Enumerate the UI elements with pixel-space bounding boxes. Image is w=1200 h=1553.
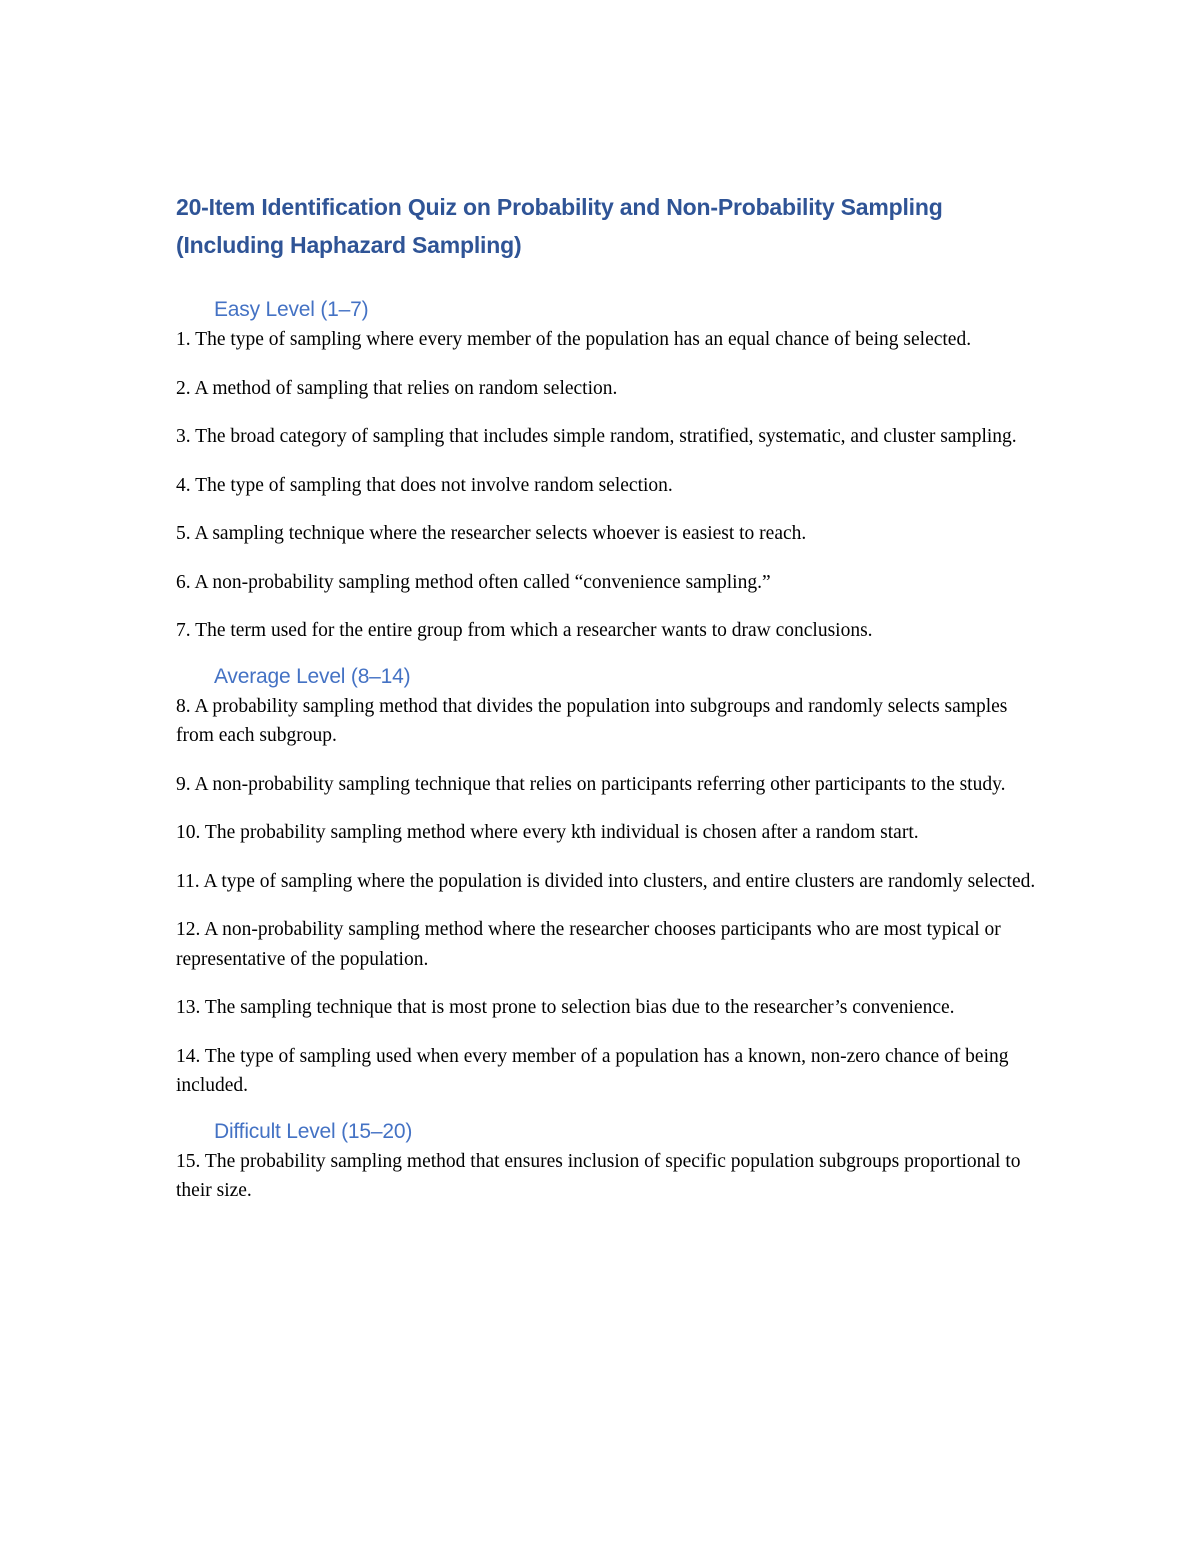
question-number: 13.: [176, 997, 201, 1018]
question-number: 7.: [176, 620, 191, 641]
question-item: [176, 770, 1036, 800]
question-text: The type of sampling used when every member of a population has a known, non-zero chance of being included.: [176, 1045, 1009, 1096]
question-item: [176, 915, 1036, 974]
question-number: 1.: [176, 329, 191, 350]
document-title: [176, 188, 1036, 264]
question-number: 8.: [176, 695, 191, 717]
question-text: The type of sampling where every member of the population has an equal chance of being selected.: [195, 329, 972, 350]
question-number: 6.: [176, 571, 191, 593]
question-text: A non-probability sampling method often called “convenience sampling.”: [194, 571, 771, 593]
document-content: [176, 188, 1036, 1206]
difficult-question-list: [176, 1147, 1036, 1206]
question-number: 2.: [176, 377, 191, 399]
question-number: 5.: [176, 523, 191, 544]
question-item: [176, 993, 1036, 1023]
question-text: The probability sampling method that ensures inclusion of specific population subgroups proportional to their size.: [176, 1150, 1021, 1201]
question-item: [176, 374, 1036, 404]
question-item: [176, 867, 1036, 897]
question-text: The term used for the entire group from which a researcher wants to draw conclusions.: [195, 620, 873, 641]
question-item: [176, 519, 1036, 549]
title-line-1: 20-Item Identification Quiz on Probability and Non-Probability Sampling: [176, 194, 943, 220]
question-item: [176, 1147, 1036, 1206]
question-text: A non-probability sampling method where the researcher chooses participants who are most typical or representative of the population.: [176, 919, 1001, 970]
question-text: A type of sampling where the population is divided into clusters, and entire clusters are randomly selected.: [203, 870, 1036, 892]
question-item: [176, 325, 1036, 355]
question-item: [176, 1042, 1036, 1101]
average-question-list: [176, 692, 1036, 1101]
question-number: 11.: [176, 870, 200, 892]
question-item: [176, 818, 1036, 848]
question-text: A non-probability sampling technique that relies on participants referring other participants to the study.: [194, 773, 1006, 795]
question-item: [176, 422, 1036, 452]
question-text: The sampling technique that is most prone to selection bias due to the researcher’s convenience.: [204, 997, 955, 1018]
question-item: [176, 616, 1036, 646]
question-item: [176, 568, 1036, 598]
easy-level-heading: Easy Level (1–7): [214, 298, 369, 321]
question-item: [176, 471, 1036, 501]
question-number: 15.: [176, 1150, 201, 1172]
question-item: [176, 692, 1036, 751]
question-number: 3.: [176, 426, 191, 447]
question-number: 10.: [176, 822, 201, 843]
question-number: 12.: [176, 919, 201, 940]
title-line-2: (Including Haphazard Sampling): [176, 232, 522, 258]
difficult-level-heading: Difficult Level (15–20): [214, 1119, 413, 1143]
question-number: 9.: [176, 773, 191, 795]
question-number: 14.: [176, 1045, 201, 1067]
question-text: The type of sampling that does not involve random selection.: [195, 474, 673, 496]
question-number: 4.: [176, 474, 191, 496]
question-text: The broad category of sampling that includes simple random, stratified, systematic, and cluster sampling.: [195, 426, 1017, 447]
question-text: A probability sampling method that divides the population into subgroups and randomly selects samples from each subgroup.: [176, 695, 1008, 746]
question-text: A method of sampling that relies on random selection.: [194, 377, 618, 399]
question-text: The probability sampling method where every kth individual is chosen after a random start.: [204, 822, 919, 843]
question-text: A sampling technique where the researcher selects whoever is easiest to reach.: [194, 523, 807, 544]
average-level-heading: Average Level (8–14): [214, 664, 411, 688]
easy-question-list: [176, 325, 1036, 646]
